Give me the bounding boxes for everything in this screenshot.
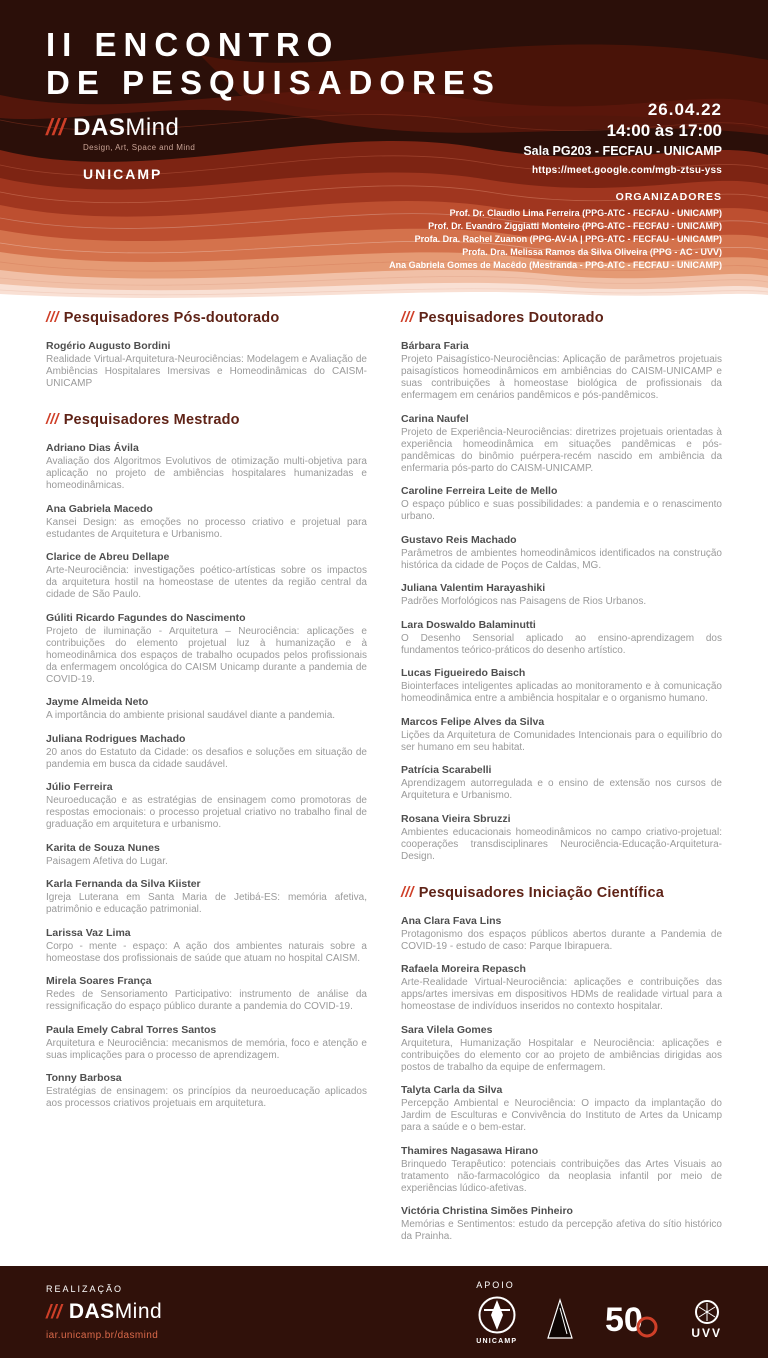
researcher-project: Projeto de iluminação - Arquitetura – Neurociência: aplicações e contribuições do elemento projetual luz à humanização e à homeodinâmica dos espaços de trabalho ocupados pelos profissionais da enfermagem oncológica do CAISM Unicamp durante a pandemia de COVID-19. <box>46 625 367 685</box>
footer-realizacao <box>46 1284 162 1341</box>
researcher-entry <box>401 582 722 608</box>
fifty-years-logo <box>603 1298 661 1342</box>
section-title: /// Pesquisadores Iniciação Científica <box>401 884 665 901</box>
researcher-name: Sara Vilela Gomes <box>401 1023 493 1036</box>
researcher-project: Redes de Sensoriamento Participativo: instrumento de análise da ressignificação do espaço público durante a pandemia do COVID-19. <box>46 989 367 1012</box>
brand-subtitle: Design, Art, Space and Mind <box>83 143 196 153</box>
researcher-name: Bárbara Faria <box>401 340 469 352</box>
researcher-entry <box>46 340 367 390</box>
researcher-project: Padrões Morfológicos nas Paisagens de Rios Urbanos. <box>401 596 647 607</box>
researcher-entry <box>401 534 722 572</box>
uvv-logo <box>691 1299 722 1340</box>
researcher-name: Adriano Dias Ávila <box>46 442 139 454</box>
researcher-project: Arquitetura e Neurociência: mecanismos de memória, foco e atenção e suas implicações para o processo de aprendizagem. <box>46 1037 367 1061</box>
researcher-project: Arte-Realidade Virtual-Neurociência: aplicações e contribuições das apps/artes imersivas em dispositivos HDMs de realidade virtual para a homeostase de indivíduos inseridos no contexto hospitalar. <box>401 977 722 1012</box>
uvv-emblem-icon <box>692 1299 722 1325</box>
organizer-line: Ana Gabriela Gomes de Macêdo (Mestranda - PPG-ATC - FECFAU - UNICAMP) <box>389 260 722 271</box>
section-title: /// Pesquisadores Pós-doutorado <box>46 310 280 326</box>
researcher-name: Rogério Augusto Bordini <box>46 340 171 352</box>
researcher-name: Gustavo Reis Machado <box>401 533 517 546</box>
unicamp-logo <box>476 1295 517 1345</box>
researcher-entry <box>46 612 367 686</box>
researcher-project: Kansei Design: as emoções no processo criativo e projetual para estudantes de Arquitetura e Urbanismo. <box>46 516 367 540</box>
researcher-entry <box>46 878 367 916</box>
researcher-name: Gúliti Ricardo Fagundes do Nascimento <box>46 611 246 624</box>
researcher-project: Percepção Ambiental e Neurociência: O impacto da implantação do Jardim de Esculturas e Convivência do Instituto de Artes da Unicamp para a saúde e o bem-estar. <box>401 1098 722 1133</box>
researcher-entry <box>46 927 367 965</box>
researcher-name: Caroline Ferreira Leite de Mello <box>401 485 558 497</box>
researcher-name: Rafaela Moreira Repasch <box>401 963 526 975</box>
section-slashes-icon: /// <box>46 412 59 428</box>
researcher-entry <box>401 915 722 953</box>
researcher-entry <box>46 442 367 492</box>
footer <box>0 1266 768 1358</box>
header <box>0 0 768 300</box>
researcher-name: Clarice de Abreu Dellape <box>46 551 170 563</box>
researcher-project: Estratégias de ensinagem: os princípios da neuroeducação aplicados aos processos criativos projetuais em arquitetura. <box>46 1086 367 1109</box>
organizer-line: Prof. Dr. Evandro Ziggiatti Monteiro (PPG-ATC - FECFAU - UNICAMP) <box>428 221 722 232</box>
fifty-emblem-icon <box>603 1298 661 1342</box>
researcher-entry <box>401 1205 722 1243</box>
brand-name: DASMind <box>73 114 180 142</box>
organizer-line: Profa. Dra. Rachel Zuanon (PPG-AV-IA | PPG-ATC - FECFAU - UNICAMP) <box>414 234 722 245</box>
researcher-project: O espaço público e suas possibilidades: a pandemia e o renascimento urbano. <box>401 499 722 522</box>
researcher-name: Mirela Soares França <box>46 975 152 987</box>
realizacao-label: REALIZAÇÃO <box>46 1283 124 1294</box>
researcher-name: Thamires Nagasawa Hirano <box>401 1144 539 1157</box>
researcher-entry <box>46 975 367 1013</box>
researcher-name: Karita de Souza Nunes <box>46 841 160 854</box>
organizers-list <box>389 207 722 272</box>
event-time: 14:00 às 17:00 <box>606 121 722 140</box>
page-title <box>46 26 722 101</box>
researcher-section <box>46 310 367 390</box>
footer-brand-name: DASMind <box>68 1299 163 1323</box>
researcher-name: Jayme Almeida Neto <box>46 696 149 708</box>
researcher-entry <box>401 667 722 705</box>
researcher-name: Júlio Ferreira <box>46 781 113 793</box>
unicamp-emblem-icon <box>477 1295 517 1335</box>
researcher-section <box>401 310 722 863</box>
instituto-artes-logo <box>547 1298 573 1342</box>
researcher-name: Rosana Vieira Sbruzzi <box>401 812 511 825</box>
researcher-project: Biointerfaces inteligentes aplicadas ao monitoramento e à comunicação homeodinâmica entre a ambiência hospitalar e o organismo humano. <box>401 681 722 704</box>
researcher-project: 20 anos do Estatuto da Cidade: os desafios e soluções em situação de pandemia em busca da cidade saudável. <box>46 746 367 770</box>
event-date: 26.04.22 <box>647 100 722 119</box>
meet-link[interactable]: https://meet.google.com/mgb-ztsu-yss <box>532 165 722 176</box>
researcher-entry <box>401 716 722 754</box>
apoio-label: APOIO <box>476 1279 515 1290</box>
researcher-project: Igreja Luterana em Santa Maria de Jetibá-ES: memória afetiva, patrimônio e educação patrimonial. <box>46 892 367 915</box>
researcher-project: Protagonismo dos espaços públicos abertos durante a Pandemia de COVID-19 - estudo de caso: Parque Ibirapuera. <box>401 928 722 952</box>
section-title: /// Pesquisadores Doutorado <box>401 310 604 326</box>
researcher-entry <box>401 1145 722 1195</box>
researcher-name: Ana Gabriela Macedo <box>46 502 153 515</box>
researcher-name: Ana Clara Fava Lins <box>401 914 502 927</box>
brand-org: UNICAMP <box>83 166 163 183</box>
researcher-entry <box>401 764 722 802</box>
researcher-name: Talyta Carla da Silva <box>401 1084 503 1096</box>
researcher-entry <box>401 1084 722 1134</box>
researcher-name: Paula Emely Cabral Torres Santos <box>46 1023 217 1036</box>
organizers-label: ORGANIZADORES <box>615 191 722 203</box>
organizers-block <box>389 191 722 272</box>
sponsor-logos <box>476 1295 722 1345</box>
researcher-project: Neuroeducação e as estratégias de ensinagem como promotoras de respostas emocionais: o processo projetual criativo no trabalho final de graduação em arquitetura e urbanismo. <box>46 795 367 830</box>
researcher-entry <box>401 1024 722 1074</box>
page-title-line1: II ENCONTRO <box>46 26 340 63</box>
researcher-project: Realidade Virtual-Arquitetura-Neurociências: Modelagem e Avaliação de Ambiências Hospitalares Imersivas e Homeodinâmicas do CAISM-UNICAMP <box>46 354 367 389</box>
section-title: /// Pesquisadores Mestrado <box>46 412 240 428</box>
triangle-logo-icon <box>547 1298 573 1342</box>
researcher-project: Paisagem Afetiva do Lugar. <box>46 855 168 867</box>
unicamp-caption: UNICAMP <box>476 1337 518 1345</box>
footer-apoio <box>476 1280 722 1345</box>
researcher-name: Karla Fernanda da Silva Kiister <box>46 878 201 890</box>
researcher-project: Arquitetura, Humanização Hospitalar e Neurociência: aplicações e contribuições do elemento cor ao projeto de ambiências dirigidas aos postos de trabalho da equipe de enfermagem. <box>401 1037 722 1073</box>
fifty-text: 50 <box>605 1300 644 1339</box>
researcher-project: A importância do ambiente prisional saudável diante a pandemia. <box>46 710 336 721</box>
researcher-section <box>46 412 367 1110</box>
researcher-entry <box>46 842 367 868</box>
researcher-name: Victória Christina Simões Pinheiro <box>401 1205 573 1217</box>
researcher-project: Parâmetros de ambientes homeodinâmicos identificados na construção histórica da cidade de Poços de Caldas, MG. <box>401 547 722 571</box>
researcher-project: O Desenho Sensorial aplicado ao ensino-aprendizagem dos fundamentos teórico-práticos do desenho artístico. <box>401 632 722 656</box>
section-slashes-icon: /// <box>401 310 414 326</box>
section-slashes-icon: /// <box>401 884 414 901</box>
event-info <box>523 100 722 176</box>
researcher-name: Juliana Valentim Harayashiki <box>401 582 546 594</box>
researcher-project: Projeto de Experiência-Neurociências: diretrizes projetuais orientadas à experiência homeodinâmica em situações pandêmicas e pós-pandêmicas do binômio puérpera-recém nascido em ambiência da enfermaria pós-parto do CAISM-UNICAMP. <box>401 426 722 474</box>
researcher-entry <box>401 413 722 475</box>
event-location: Sala PG203 - FECFAU - UNICAMP <box>523 144 722 158</box>
researcher-project: Corpo - mente - espaço: A ação dos ambientes naturais sobre a homeostase dos profissionais de saúde que atuam no hospital CAISM. <box>46 940 367 964</box>
researcher-project: Arte-Neurociência: investigações poético-artísticas sobre os impactos da arquitetura hostil na homeostase de utentes da região central da cidade de São Paulo. <box>46 565 367 600</box>
researcher-entry <box>46 1072 367 1110</box>
footer-slashes-icon: /// <box>46 1301 62 1323</box>
researcher-project: Ambientes educacionais homeodinâmicos no campo criativo-projetual: cooperações transdisciplinares Neurociência-Educação-Arquitetura-Design. <box>401 826 722 862</box>
researcher-entry <box>401 963 722 1013</box>
researcher-name: Lara Doswaldo Balaminutti <box>401 618 536 631</box>
researcher-entry <box>46 696 367 722</box>
organizer-line: Profa. Dra. Melissa Ramos da Silva Oliveira (PPG - AC - UVV) <box>462 247 722 258</box>
researcher-name: Carina Naufel <box>401 412 469 425</box>
researcher-entry <box>46 1024 367 1062</box>
researcher-entry <box>46 733 367 771</box>
researcher-name: Juliana Rodrigues Machado <box>46 732 186 745</box>
uvv-caption: UVV <box>691 1326 722 1340</box>
researchers-content <box>0 300 768 1266</box>
researcher-entry <box>401 340 722 402</box>
researcher-project: Aprendizagem autorregulada e o ensino de extensão nos cursos de Arquitetura e Urbanismo. <box>401 778 722 801</box>
right-column <box>401 310 722 1266</box>
researcher-name: Tonny Barbosa <box>46 1072 122 1084</box>
researcher-project: Avaliação dos Algoritmos Evolutivos de otimização multi-objetiva para aplicação no projeto de ambiências hospitalares humanizadas e homeodinâmicas. <box>46 456 367 491</box>
footer-url-link[interactable]: iar.unicamp.br/dasmind <box>46 1329 159 1341</box>
researcher-section <box>401 885 722 1244</box>
researcher-entry <box>401 619 722 657</box>
researcher-entry <box>46 503 367 541</box>
researcher-entry <box>401 813 722 863</box>
researcher-project: Projeto Paisagístico-Neurociências: Aplicação de parâmetros projetuais paisagísticos homeodinâmicos em ambiências do CAISM-UNICAMP e suas contribuições à homeostase biológica de profissionais da enfermagem em cenários pandêmicos e pós-pandêmicos. <box>401 354 722 401</box>
left-column <box>46 310 367 1266</box>
brand-slashes-icon: /// <box>46 114 66 141</box>
footer-dasmind-logo <box>46 1300 162 1324</box>
researcher-entry <box>46 551 367 601</box>
researcher-project: Brinquedo Terapêutico: potenciais contribuições das Artes Visuais ao tratamento não-farmacológico da neoplasia infantil por meio de experiências lúdico-afetivas. <box>401 1158 722 1194</box>
page-title-line2: DE PESQUISADORES <box>46 63 501 101</box>
researcher-project: Memórias e Sentimentos: estudo da percepção afetiva do sítio histórico da Prainha. <box>401 1219 722 1242</box>
researcher-name: Larissa Vaz Lima <box>46 926 131 939</box>
header-content <box>0 0 768 300</box>
researcher-name: Marcos Felipe Alves da Silva <box>401 715 545 728</box>
researcher-entry <box>401 485 722 523</box>
organizer-line: Prof. Dr. Claudio Lima Ferreira (PPG-ATC - FECFAU - UNICAMP) <box>449 208 722 218</box>
researcher-project: Lições da Arquitetura de Comunidades Intencionais para o equilíbrio do ser humano em seu habitat. <box>401 729 722 753</box>
researcher-name: Lucas Figueiredo Baisch <box>401 667 526 679</box>
researcher-entry <box>46 781 367 831</box>
researcher-name: Patrícia Scarabelli <box>401 764 492 776</box>
section-slashes-icon: /// <box>46 310 59 326</box>
